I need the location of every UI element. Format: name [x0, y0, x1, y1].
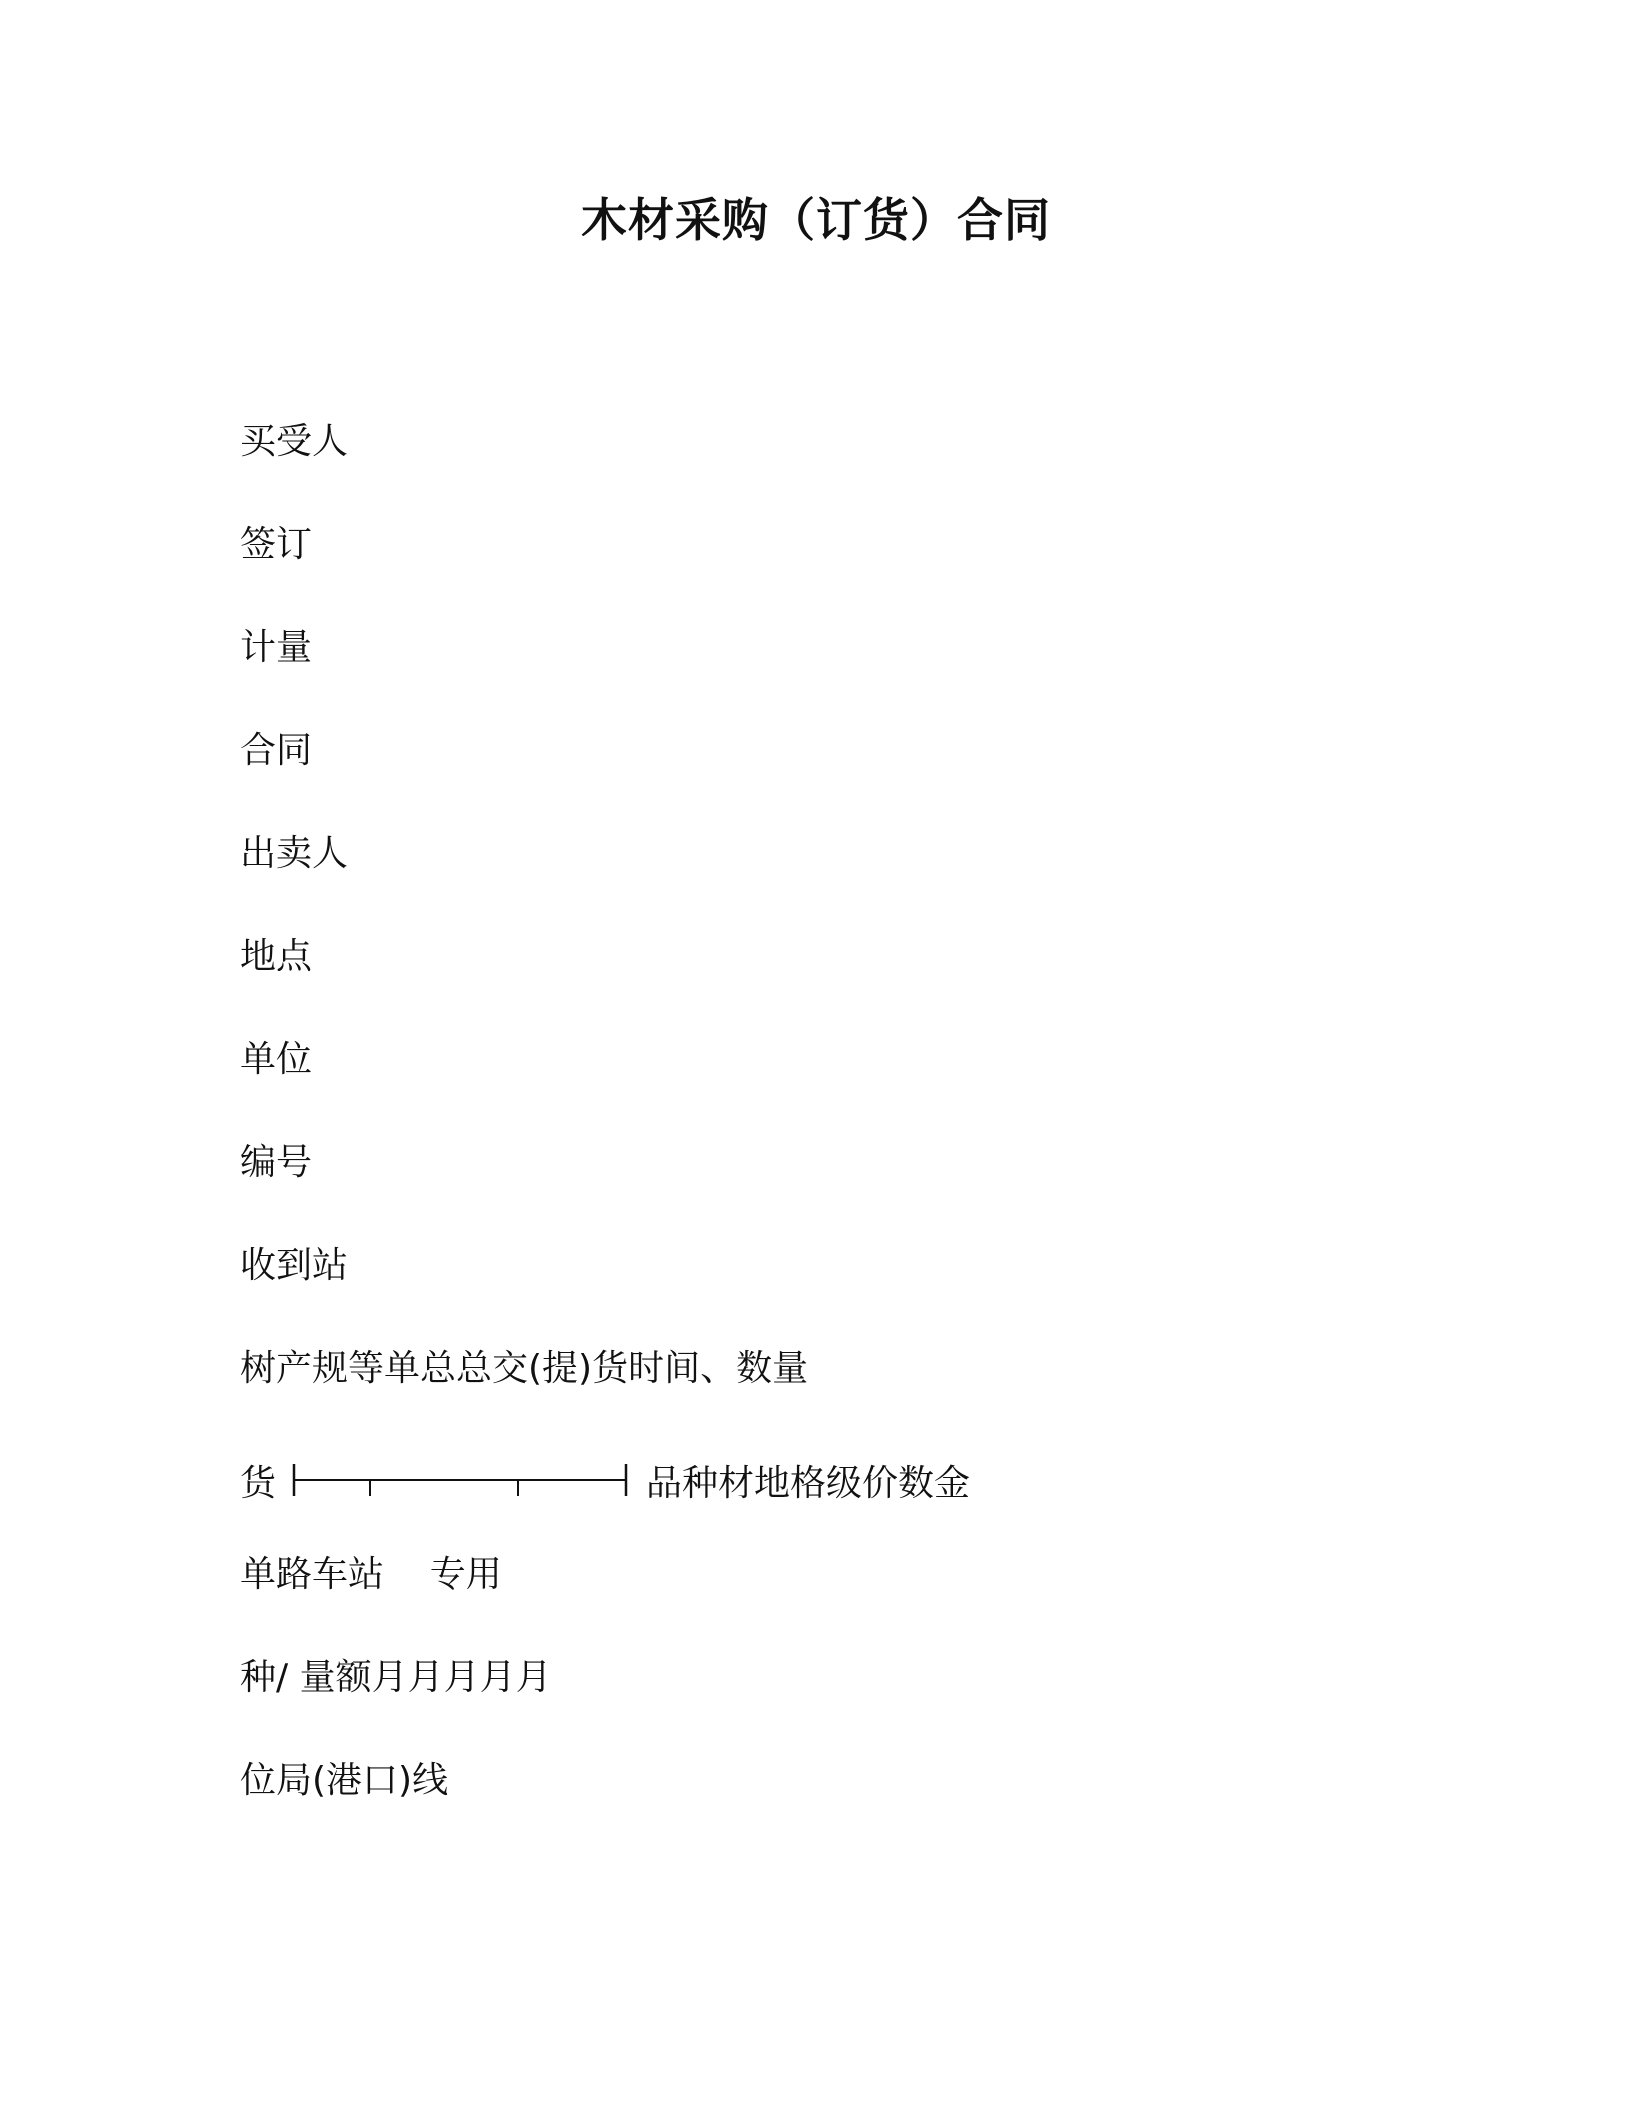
line-signing: 签订: [240, 524, 313, 565]
goods-row-suffix: 品种材地格级价数金: [646, 1463, 971, 1504]
line-port-route: 位局(港口)线: [240, 1760, 449, 1801]
line-number: 编号: [240, 1142, 313, 1183]
line-quantity-months: 种/ 量额月月月月月: [240, 1657, 552, 1698]
goods-row: [240, 1456, 1240, 1512]
line-station-private: 单路车站 专用: [240, 1554, 502, 1595]
table-rule-divider: [292, 1462, 628, 1502]
line-receiving-station: 收到站: [240, 1245, 349, 1286]
line-measurement: 计量: [240, 627, 313, 668]
line-seller: 出卖人: [240, 833, 349, 874]
goods-row-prefix: 货: [240, 1463, 277, 1504]
line-buyer: 买受人: [240, 421, 349, 462]
line-table-header: 树产规等单总总交(提)货时间、数量: [240, 1348, 809, 1389]
line-unit: 单位: [240, 1039, 313, 1080]
line-contract: 合同: [240, 730, 313, 771]
document-title: 木材采购（订货）合同: [581, 193, 1051, 247]
line-location: 地点: [240, 936, 313, 977]
